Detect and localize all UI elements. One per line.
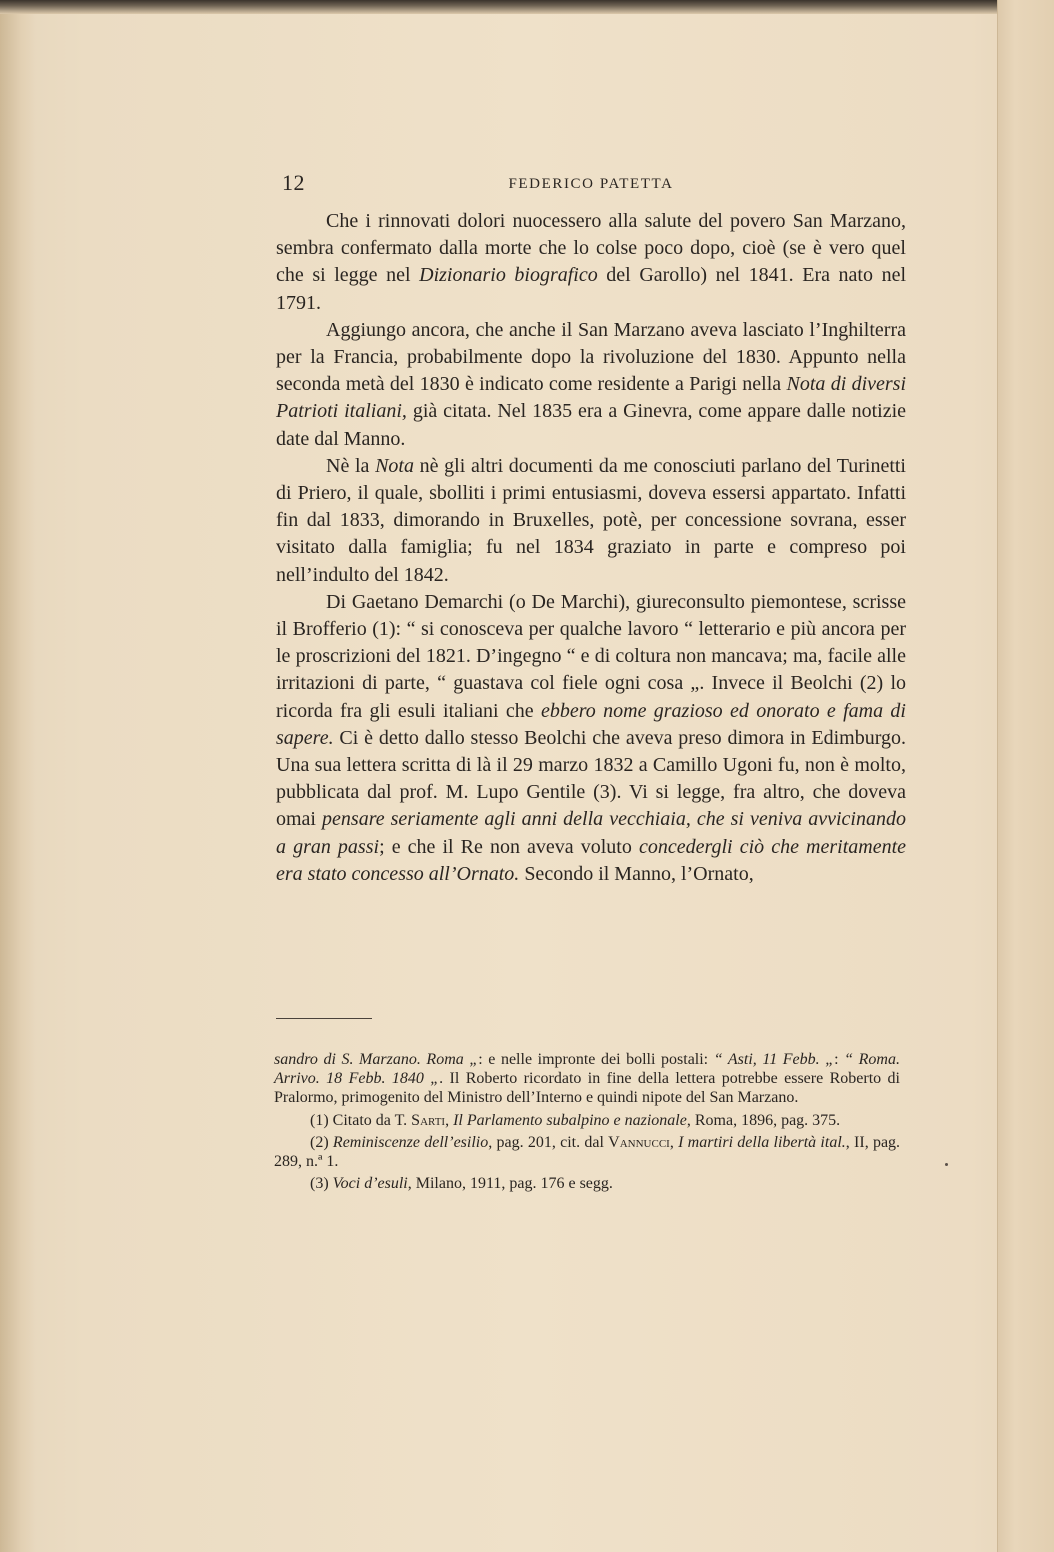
italic-quote: concedergli ciò che meritamente era stato concesso all’Ornato. (276, 835, 907, 885)
italic-title: Dizionario biografico (419, 264, 598, 287)
text-run: Ci è detto dallo stesso Beolchi che aveva preso dimora in Edimburgo. Una sua lettera scritta di là il 29 marzo 1832 a Camillo Ugoni fu, non è molto, pubblicata dal prof. M. Lupo Gentile (3). Vi si legge, fra altro, che doveva omai (276, 726, 906, 831)
italic-title: Nota (375, 454, 414, 477)
author-name: Sarti (411, 1111, 446, 1129)
paragraph-1 (276, 208, 906, 317)
text-run: Di Gaetano Demarchi (o De Marchi), giureconsulto piemontese, scrisse il Brofferio (1): “ si conosceva per qualche lavoro “ letterario e più ancora per le proscrizioni del 1821. D’ingegno “ e di coltura non mancava; ma, facile alle irritazioni di parte, “ guastava col fiele ogni cosa „. Invece il Beolchi (2) lo ricorda fra gli esuli italiani che (276, 590, 906, 722)
text-run: (1) Citato da T. (310, 1111, 412, 1129)
italic-title: Il Parlamento subalpino e nazionale (453, 1111, 687, 1129)
text-run: Nè la (326, 454, 376, 477)
footnote-continuation (274, 1050, 900, 1108)
italic-run: “ Asti, 11 Febb. „ (713, 1051, 835, 1068)
italic-run: “ Roma. Arrivo. 18 Febb. 1840 „ (274, 1051, 900, 1088)
footnotes (274, 1050, 900, 1196)
text-run: (3) (310, 1175, 333, 1193)
text-run: : (834, 1051, 845, 1068)
footnote-1 (274, 1111, 900, 1130)
text-run: Che i rinnovati dolori nuocessero alla salute del povero San Marzano, sembra confermato dalla morte che lo colse poco dopo, cioè (se è vero quel che si legge nel (276, 210, 906, 287)
running-head: FEDERICO PATETTA (508, 176, 674, 192)
body-text (276, 208, 906, 888)
text-run: nè gli altri documenti da me conosciuti parlano del Turinetti di Priero, il quale, sbolliti i primi entusiasmi, doveva essersi appartato. Infatti fin dal 1833, dimorando in Bruxelles, potè, per concessione sovrana, esser visitato dalla famiglia; fu nel 1834 graziato in parte e compreso poi nell’indulto del 1842. (276, 454, 906, 586)
text-run: Secondo il Manno, l’Ornato, (519, 862, 754, 885)
author-name: Vannucci (608, 1133, 670, 1151)
italic-title: Voci d’esuli (332, 1175, 408, 1193)
paragraph-4 (276, 589, 906, 888)
text-run: (2) (310, 1133, 333, 1151)
text-run: del Garollo) nel 1841. Era nato nel 1791. (276, 264, 906, 314)
page-header (282, 170, 900, 200)
text-run: , Roma, 1896, pag. 375. (686, 1111, 841, 1129)
italic-title: Reminiscenze dell’esilio (332, 1133, 489, 1151)
paragraph-3 (276, 453, 906, 589)
text-run: , II, pag. 289, n.ª 1. (274, 1133, 901, 1171)
paragraph-2 (276, 317, 906, 453)
italic-run: sandro di S. Marzano. Roma „ (274, 1051, 479, 1068)
text-run: , (445, 1111, 454, 1129)
text-run: , Milano, 1911, pag. 176 e segg. (407, 1175, 613, 1193)
text-run: , pag. 201, cit. dal (488, 1133, 609, 1151)
text-run: : e nelle impronte dei bolli postali: (478, 1051, 714, 1068)
text-run: già citata. Nel 1835 era a Ginevra, come appare dalle notizie date dal Manno. (276, 400, 906, 450)
footnote-2 (274, 1133, 900, 1171)
ink-speck (945, 1163, 948, 1166)
text-run: , (669, 1133, 679, 1151)
page-right-edge (997, 0, 1054, 1552)
page-top-edge (0, 0, 1054, 14)
footnote-divider (276, 1018, 372, 1019)
footnote-3 (274, 1174, 900, 1193)
italic-quote: pensare seriamente agli anni della vecchiaia, che si veniva avvicinando a gran passi (276, 808, 906, 858)
italic-quote: ebbero nome grazioso ed onorato e fama di sapere. (276, 699, 906, 749)
italic-title: I martiri della libertà ital. (678, 1133, 846, 1151)
italic-title: Nota di diversi Patrioti italiani, (276, 373, 906, 423)
page-left-edge (0, 0, 36, 1552)
text-run: . Il Roberto ricordato in fine della lettera potrebbe essere Roberto di Pralormo, primogenito del Ministro dell’Interno e quindi nipote del San Marzano. (274, 1070, 901, 1107)
page-number: 12 (282, 170, 305, 195)
text-run: ; e che il Re non aveva voluto (379, 835, 639, 858)
text-run: Aggiungo ancora, che anche il San Marzano aveva lasciato l’Inghilterra per la Francia, probabilmente dopo la rivoluzione del 1830. Appunto nella seconda metà del 1830 è indicato come residente a Parigi nella (276, 318, 906, 396)
